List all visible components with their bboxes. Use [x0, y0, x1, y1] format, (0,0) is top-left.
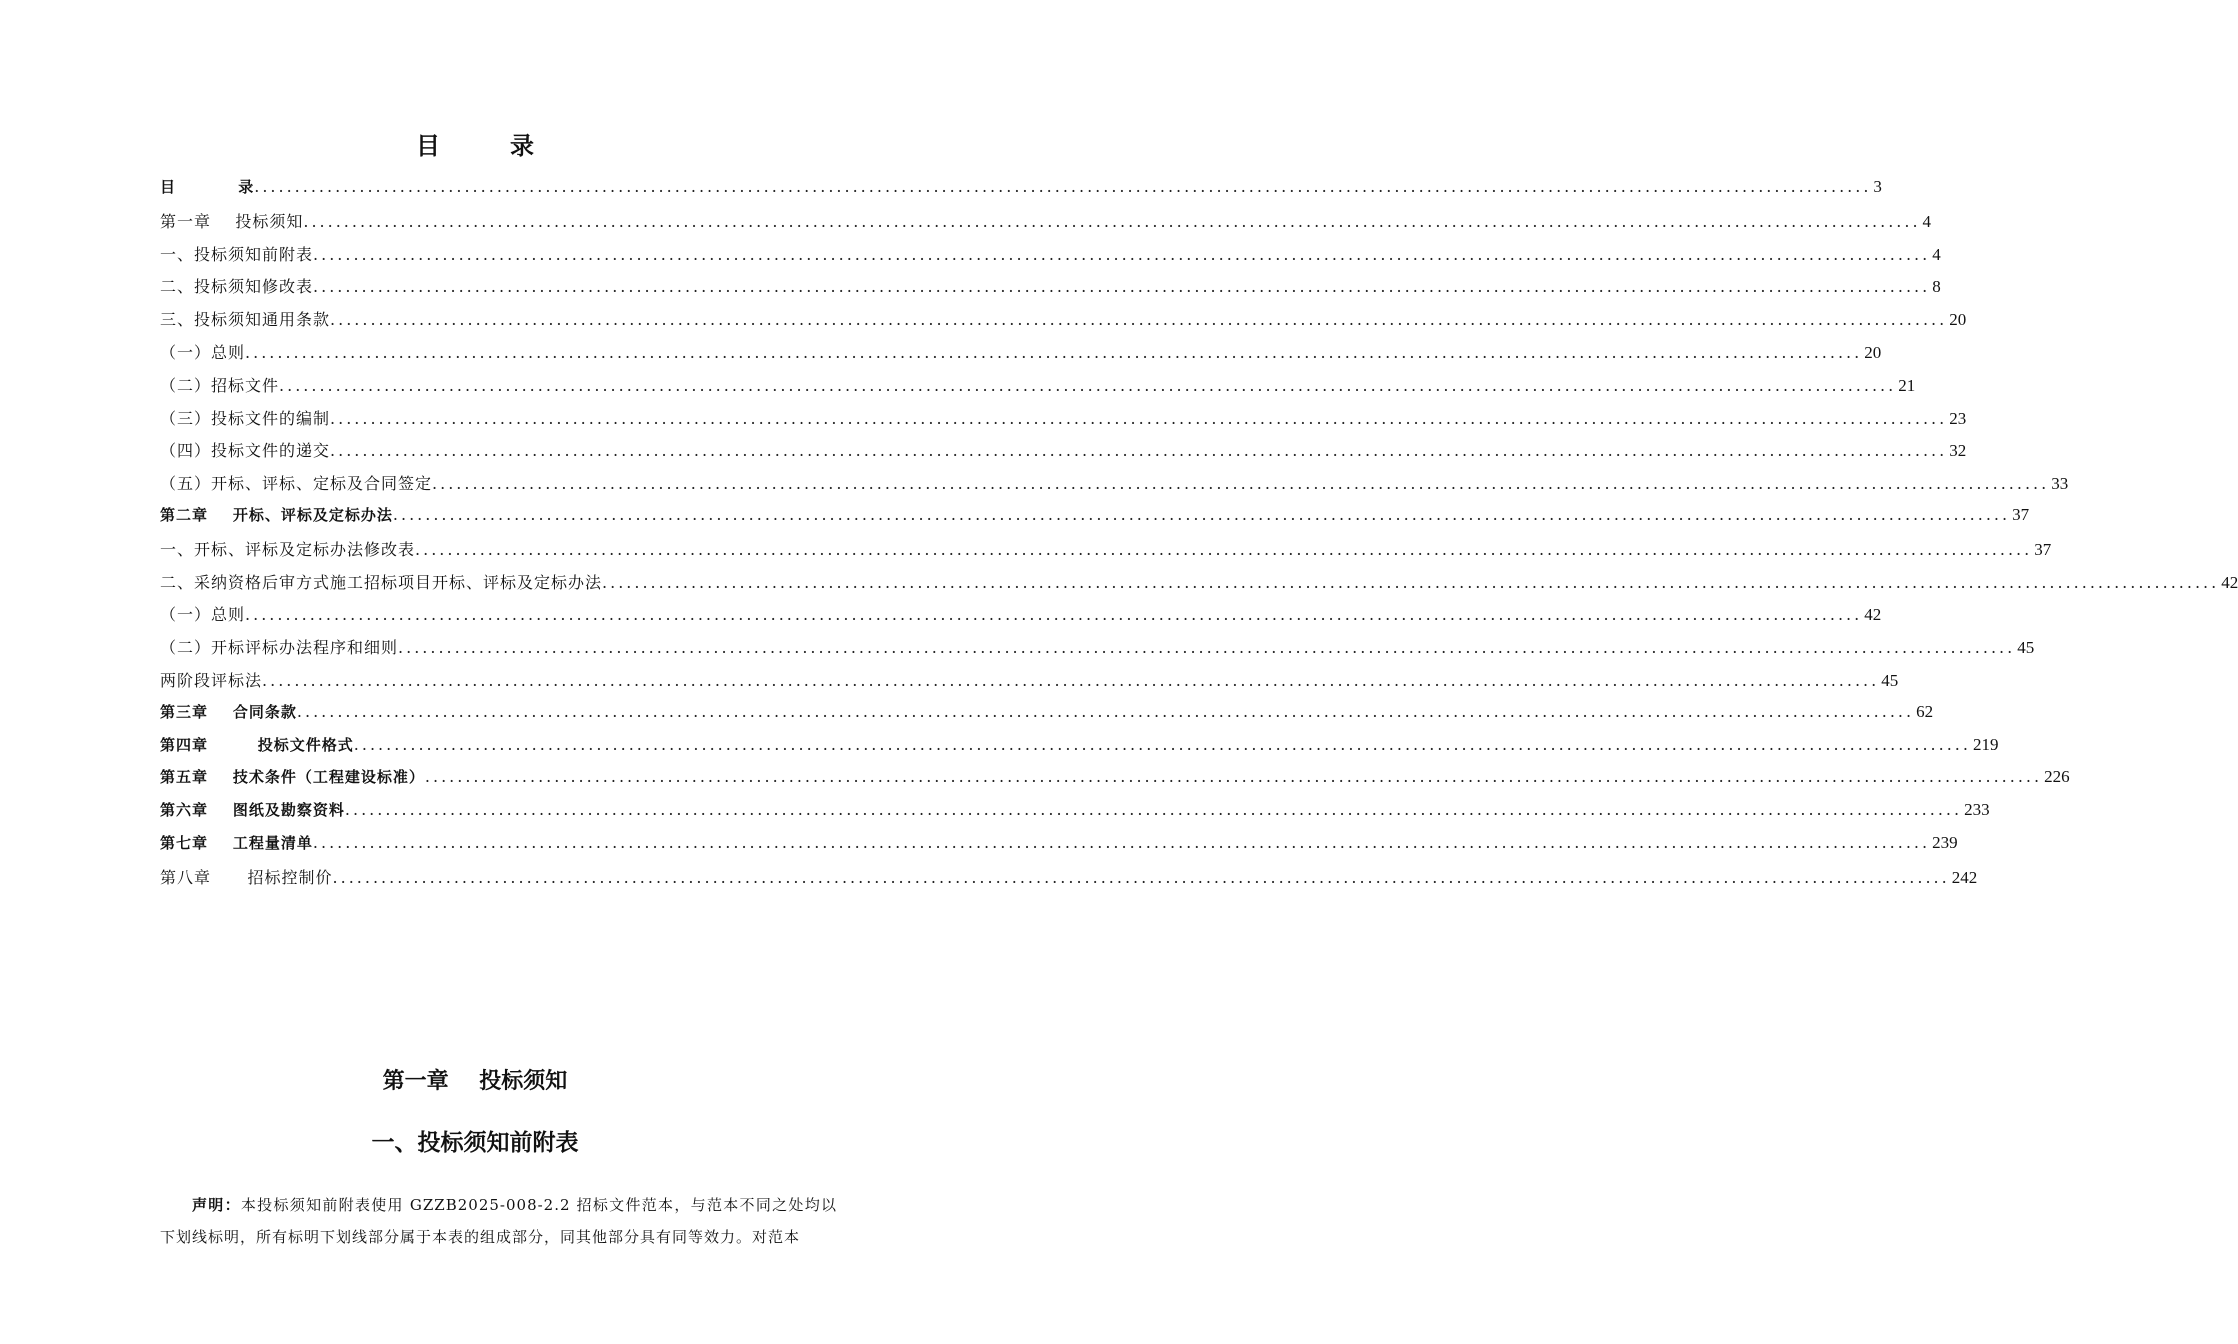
toc-entry[interactable]	[160, 209, 1932, 242]
toc-leader-dots: ........................................................................................................................................................................................................	[330, 441, 1948, 461]
toc-leader-dots: ........................................................................................................................................................................................................	[432, 474, 2050, 494]
toc-entry[interactable]	[160, 766, 2070, 799]
toc-entry[interactable]	[160, 438, 1967, 471]
toc-entry[interactable]	[160, 668, 1899, 701]
toc-entry-page: 45	[2017, 638, 2035, 658]
toc-entry-label: （三）投标文件的编制	[160, 408, 331, 428]
toc-entry-label: 第四章 投标文件格式	[160, 735, 354, 754]
statement-body: 本投标须知前附表使用 GZZB2025-008-2.2 招标文件范本，与范本不同之处均以下划线标明，所有标明下划线部分属于本表的组成部分，同其他部分具有同等效力。对范本	[160, 1196, 837, 1246]
toc-entry[interactable]	[160, 340, 1882, 373]
toc-entry-label: （一）总则	[160, 605, 246, 625]
toc-entry-label: （一）总则	[160, 342, 246, 362]
toc-leader-dots: ........................................................................................................................................................................................................	[303, 211, 1921, 231]
toc-leader-dots: ........................................................................................................................................................................................................	[424, 767, 2043, 787]
toc-leader-dots: ........................................................................................................................................................................................................	[279, 375, 1897, 395]
toc-leader-dots: ........................................................................................................................................................................................................	[392, 504, 2011, 524]
statement-lead: 声明：	[192, 1196, 241, 1214]
toc-leader-dots: ........................................................................................................................................................................................................	[332, 867, 1950, 887]
toc-entry-page: 242	[1951, 867, 1978, 887]
toc-leader-dots: ........................................................................................................................................................................................................	[330, 310, 1948, 330]
toc-entry[interactable]	[160, 635, 2035, 668]
toc-entry-label: 两阶段评标法	[160, 670, 263, 690]
toc-entry-label: 第七章 工程量清单	[160, 833, 313, 852]
toc-entry-label: 一、开标、评标及定标办法修改表	[160, 539, 416, 559]
toc-entry-page: 45	[1881, 670, 1899, 690]
toc-entry[interactable]	[160, 537, 2052, 570]
toc-leader-dots: ........................................................................................................................................................................................................	[245, 342, 1863, 362]
toc-title-right: 录	[510, 131, 534, 160]
toc-leader-dots: ........................................................................................................................................................................................................	[602, 572, 2220, 592]
toc-entry[interactable]	[160, 242, 1941, 275]
toc-entry-page: 3	[1873, 177, 1882, 196]
toc-entry-page: 8	[1932, 277, 1941, 297]
toc-entry-page: 20	[1864, 342, 1882, 362]
toc-entry-page: 37	[2034, 539, 2052, 559]
toc-leader-dots: ........................................................................................................................................................................................................	[313, 277, 1931, 297]
toc-entry-label: 三、投标须知通用条款	[160, 310, 331, 330]
toc-entry-label: （二）开标评标办法程序和细则	[160, 638, 399, 658]
toc-entry-label: 第三章 合同条款	[160, 702, 297, 721]
toc-entry-label: 第八章 招标控制价	[160, 867, 333, 887]
toc-leader-dots: ........................................................................................................................................................................................................	[312, 832, 1931, 852]
toc-entry-page: 23	[1949, 408, 1967, 428]
toc-entry-page: 21	[1898, 375, 1916, 395]
toc-entry-label: （四）投标文件的递交	[160, 441, 331, 461]
toc-leader-dots: ........................................................................................................................................................................................................	[254, 177, 1872, 196]
toc-entry[interactable]	[160, 176, 1882, 209]
toc-title	[0, 126, 950, 161]
chapter-heading: 第一章 投标须知	[382, 1069, 568, 1094]
toc-entry[interactable]	[160, 602, 1882, 635]
toc-entry-label: 二、采纳资格后审方式施工招标项目开标、评标及定标办法	[160, 572, 603, 592]
toc-entry[interactable]	[160, 307, 1967, 340]
toc-entry[interactable]	[160, 570, 2238, 603]
toc-entry-label: （二）招标文件	[160, 375, 280, 395]
toc-entry[interactable]	[160, 865, 1978, 898]
toc-entry[interactable]	[160, 799, 1990, 832]
toc-leader-dots: ........................................................................................................................................................................................................	[353, 734, 1971, 754]
toc-leader-dots: ........................................................................................................................................................................................................	[262, 670, 1880, 690]
toc-entry-label: 第二章 开标、评标及定标办法	[160, 505, 393, 524]
table-of-contents	[160, 176, 2238, 898]
toc-entry-page: 226	[2044, 767, 2070, 787]
toc-entry-label: 第六章 图纸及勘察资料	[160, 801, 345, 820]
toc-leader-dots: ........................................................................................................................................................................................................	[313, 244, 1931, 264]
toc-leader-dots: ........................................................................................................................................................................................................	[330, 408, 1948, 428]
toc-entry-page: 42	[1864, 605, 1882, 625]
toc-entry-label: 目 录	[160, 178, 255, 196]
toc-entry-page: 233	[1964, 800, 1990, 820]
toc-title-left: 目	[416, 131, 440, 160]
toc-entry-page: 239	[1932, 832, 1958, 852]
section-heading: 一、投标须知前附表	[371, 1130, 579, 1156]
toc-entry-label: 二、投标须知修改表	[160, 277, 314, 297]
toc-leader-dots: ........................................................................................................................................................................................................	[415, 539, 2033, 559]
toc-entry[interactable]	[160, 406, 1967, 439]
toc-entry-page: 37	[2012, 504, 2030, 524]
toc-entry[interactable]	[160, 504, 2030, 537]
toc-entry-page: 4	[1932, 244, 1941, 264]
toc-leader-dots: ........................................................................................................................................................................................................	[245, 605, 1863, 625]
toc-entry-label: 第五章 技术条件（工程建设标准）	[160, 768, 425, 787]
toc-entry-page: 32	[1949, 441, 1967, 461]
toc-entry[interactable]	[160, 373, 1916, 406]
toc-entry[interactable]	[160, 471, 2069, 504]
toc-entry-page: 62	[1916, 701, 1934, 721]
toc-leader-dots: ........................................................................................................................................................................................................	[398, 638, 2016, 658]
toc-leader-dots: ........................................................................................................................................................................................................	[344, 800, 1963, 820]
toc-entry-label: 第一章 投标须知	[160, 211, 304, 231]
toc-entry[interactable]	[160, 274, 1941, 307]
toc-entry-page: 20	[1949, 310, 1967, 330]
toc-entry[interactable]	[160, 734, 1999, 767]
toc-entry-label: 一、投标须知前附表	[160, 244, 314, 264]
toc-entry-page: 4	[1922, 211, 1932, 231]
toc-leader-dots: ........................................................................................................................................................................................................	[296, 701, 1915, 721]
toc-entry-page: 219	[1972, 734, 1999, 754]
toc-entry[interactable]	[160, 832, 1958, 865]
statement-paragraph	[160, 1189, 837, 1253]
toc-entry[interactable]	[160, 701, 1934, 734]
toc-entry-page: 42	[2221, 572, 2238, 592]
toc-entry-page: 33	[2051, 474, 2069, 494]
toc-entry-label: （五）开标、评标、定标及合同签定	[160, 474, 433, 494]
